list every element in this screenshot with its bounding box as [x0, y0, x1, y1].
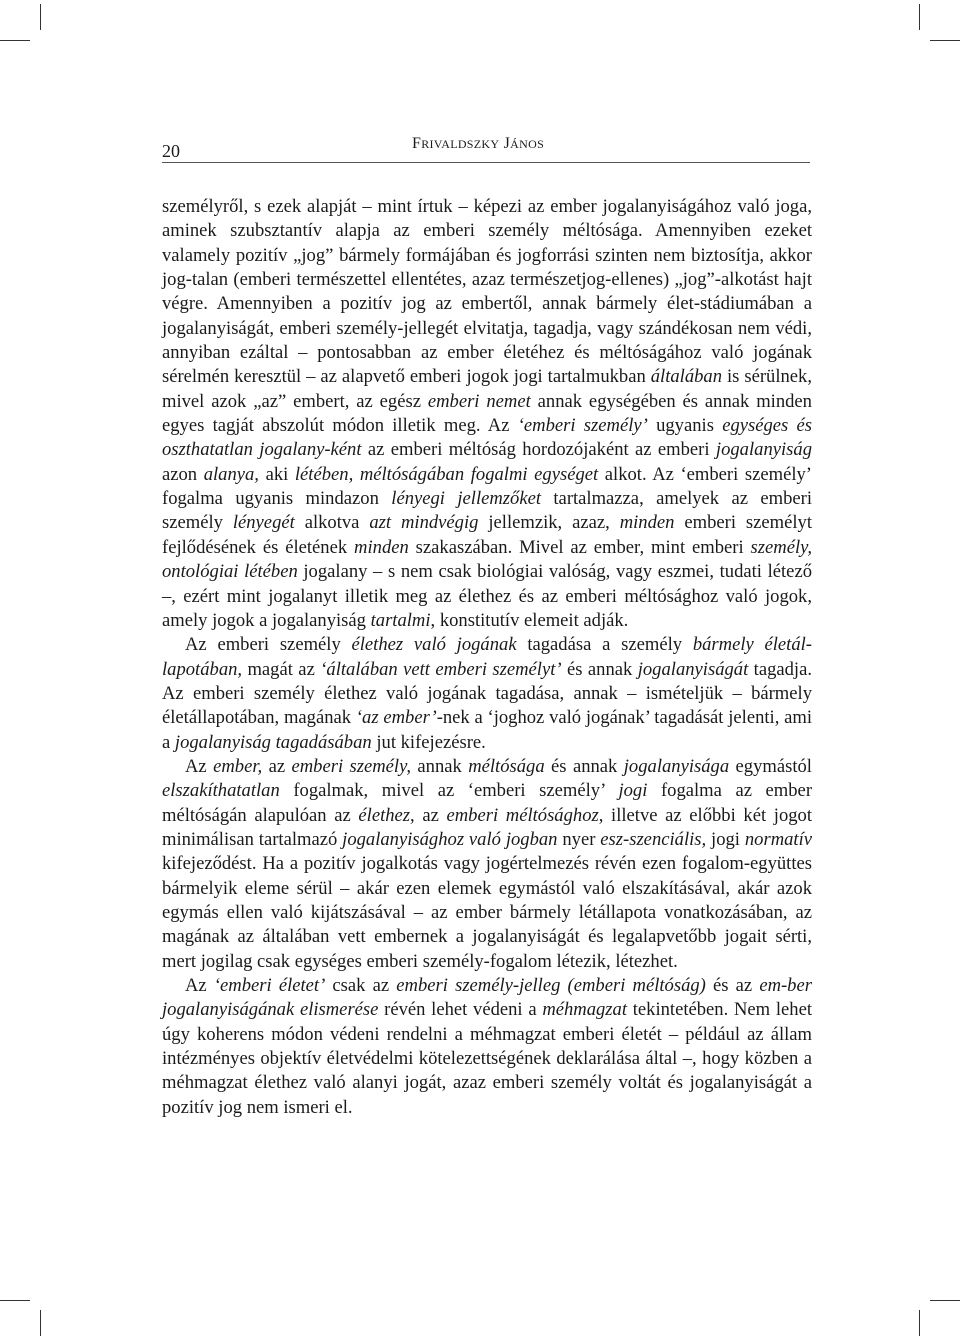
text-run: tagadja. Az emberi személy élethez való jogának tagadása, annak – ismételjük – bármely életállapotában, magának [162, 658, 812, 729]
italic-text: ‘emberi életet’ [213, 975, 326, 996]
text-run: , konstitutív elemeit adják. [430, 609, 629, 631]
text-run: annak [410, 755, 469, 777]
text-run: jellemzik, azaz, [478, 512, 620, 534]
paragraph [162, 633, 812, 755]
italic-text: jogalanyisága [623, 755, 730, 777]
text-run: azon [162, 463, 204, 485]
text-run: alkotva [294, 512, 370, 534]
crop-mark [0, 40, 30, 41]
text-run: kifejeződést. Ha a pozitív jogalkotás vagy jogértelmezés révén ezen fogalom-együttes bármelyik eleme sérül – akár ezen elemek egymástól való elszakításával, akár azok egymás ellen való kijátszásával – az ember bármely létállapota vonatkozásában, az magának az általában vett embernek a jogalanyiságát és legalapvetőbb jogait sérti, mert jogilag csak egységes emberi személy-fogalom létezik, létezhet. [162, 853, 812, 972]
italic-text: emberi személy-jelleg (emberi méltóság) [396, 975, 706, 996]
italic-text: élethez való jogának [351, 634, 517, 656]
text-run: nyer [557, 828, 601, 850]
italic-text: jogalanyisághoz való jogban [342, 828, 558, 850]
italic-text: egységes és oszthatatlan jogalany-ként [162, 415, 813, 461]
text-run: fogalmak, mivel az ‘emberi személy’ [279, 780, 619, 802]
paragraph [162, 974, 812, 1120]
text-run: jogalany – s nem csak biológiai valóság, vagy eszmei, tudati létező –, ezért mint jogalanyt illetik meg az élethez és az emberi méltósághoz való jogok, amely jogok a jogalanyiság [162, 561, 812, 631]
page-header [162, 132, 810, 163]
text-run: alkot. Az ‘emberi személy’ fogalma ugyanis mindazon [162, 463, 812, 510]
italic-text: méhmagzat [542, 999, 628, 1021]
text-run: fogalma az ember méltóságán alapulóan az [162, 780, 813, 826]
italic-text: minden [354, 536, 409, 558]
italic-text: jogalanyiságát [637, 658, 749, 680]
crop-mark [40, 1310, 41, 1336]
text-run: és annak [561, 658, 638, 680]
text-run: az emberi méltóság hordozójaként az emberi [361, 439, 716, 461]
text-run: tekintetében. Nem lehet úgy koherens módon védeni rendelni a méhmagzat emberi életét – például az állam intézményes objektív életvédelmi kötelezettségének deklarálása által –, hogy közben a méhmagzat élethez való alanyi jogát, azaz emberi személy voltát és jogalanyiságát a pozitív jog nem ismeri el. [162, 999, 812, 1118]
italic-text: létében, méltóságában fogalmi egységet [294, 463, 599, 485]
italic-text: általában [650, 366, 723, 388]
paragraph [162, 195, 812, 633]
text-run: jogi [706, 828, 745, 850]
text-run: , illetve az előbbi két jogot minimálisan tartalmazó [162, 804, 812, 850]
italic-text: esz-szenciális, [600, 828, 707, 850]
text-run: jut kifejezésre. [371, 731, 486, 753]
italic-text: normatív [744, 828, 812, 850]
text-run: Az emberi személy [185, 634, 352, 656]
text-run: Az [185, 975, 214, 996]
text-run: személyről, s ezek alapját – mint írtuk – képezi az ember jogalanyiságához való joga, aminek szubsztantív alapja az emberi személy méltósága. Amennyiben ezeket valamely pozitív „jog” bármely formájában és jogforrási szinten nem biztosítja, akkor jog-talan (emberi természettel ellentétes, azaz természetjog-ellenes) „jog”-alkotást hajt végre. Amennyiben a pozitív jog az embertől, annak bármely élet-stádiumában a jogalanyiságát, emberi személy-jellegét elvitatja, tagadja, vagy szándékosan nem védi, annyiban ezáltal – pontosabban az ember életéhez és méltóságához való jogának sérelmén keresztül – az alapvető emberi jogok jogi tartalmukban [162, 196, 812, 388]
italic-text: em-ber jogalanyiságának elismerése [162, 975, 812, 1021]
text-run: csak az [325, 975, 397, 996]
italic-text: ‘általában vett emberi személyt’ [320, 658, 562, 680]
text-run: emberi személyt fejlődésének és életének [162, 512, 812, 558]
text-run: ugyanis [647, 415, 723, 437]
italic-text: személy, ontológiai létében [162, 536, 812, 583]
page-number: 20 [162, 141, 180, 161]
text-run: tagadása a személy [516, 634, 693, 656]
text-run: Az [185, 755, 214, 777]
italic-text: jogalanyiság [715, 439, 812, 461]
crop-mark [919, 1310, 920, 1336]
italic-text: emberi nemet [427, 390, 531, 412]
italic-text: minden [619, 512, 675, 534]
italic-text: lényegét [232, 512, 295, 534]
text-run: , az [410, 804, 447, 826]
text-run: tartalmazza, amelyek az emberi személy [162, 488, 813, 534]
italic-text: méltósága [468, 755, 545, 777]
paragraph [162, 755, 812, 974]
italic-text: tartalmi [370, 609, 431, 631]
text-run: és az [705, 975, 760, 996]
italic-text: elszakíthatatlan [162, 780, 280, 802]
italic-text: ember, [213, 755, 263, 777]
italic-text: jogalanyiság tagadásában [174, 731, 372, 753]
text-run: aki [258, 463, 295, 485]
text-run: is sérülnek, mivel azok „az” embert, az egész [162, 366, 812, 412]
crop-mark [930, 40, 960, 41]
italic-text: emberi személy, [291, 755, 411, 777]
text-run: egymástól [729, 755, 812, 777]
crop-mark [0, 1300, 30, 1301]
text-run: -nek a ‘joghoz való jogának’ tagadását jelenti, ami a [162, 707, 812, 753]
crop-mark [930, 1300, 960, 1301]
italic-text: jogi [618, 780, 648, 802]
body-text [162, 195, 812, 1120]
italic-text: alanya, [203, 463, 259, 485]
text-run: és annak [544, 755, 624, 777]
italic-text: élethez [358, 804, 411, 826]
italic-text: ‘az ember’ [355, 707, 437, 729]
italic-text: ‘emberi személy’ [517, 415, 648, 437]
italic-text: lényegi jellemzőket [391, 488, 541, 510]
text-run: magát az [242, 658, 321, 680]
crop-mark [40, 4, 41, 30]
italic-text: emberi méltósághoz [446, 804, 599, 826]
text-run: az [262, 755, 292, 777]
running-head-author: FRIVALDSZKY JÁNOS [412, 135, 545, 152]
italic-text: bármely életál-lapotában, [162, 634, 812, 680]
text-run: révén lehet védeni a [378, 999, 543, 1021]
text-run: annak egységében és annak minden egyes tagját abszolút módon illetik meg. Az [162, 390, 812, 437]
italic-text: azt mindvégig [369, 512, 479, 534]
crop-mark [919, 4, 920, 30]
text-run: szakaszában. Mivel az ember, mint emberi [408, 536, 751, 558]
